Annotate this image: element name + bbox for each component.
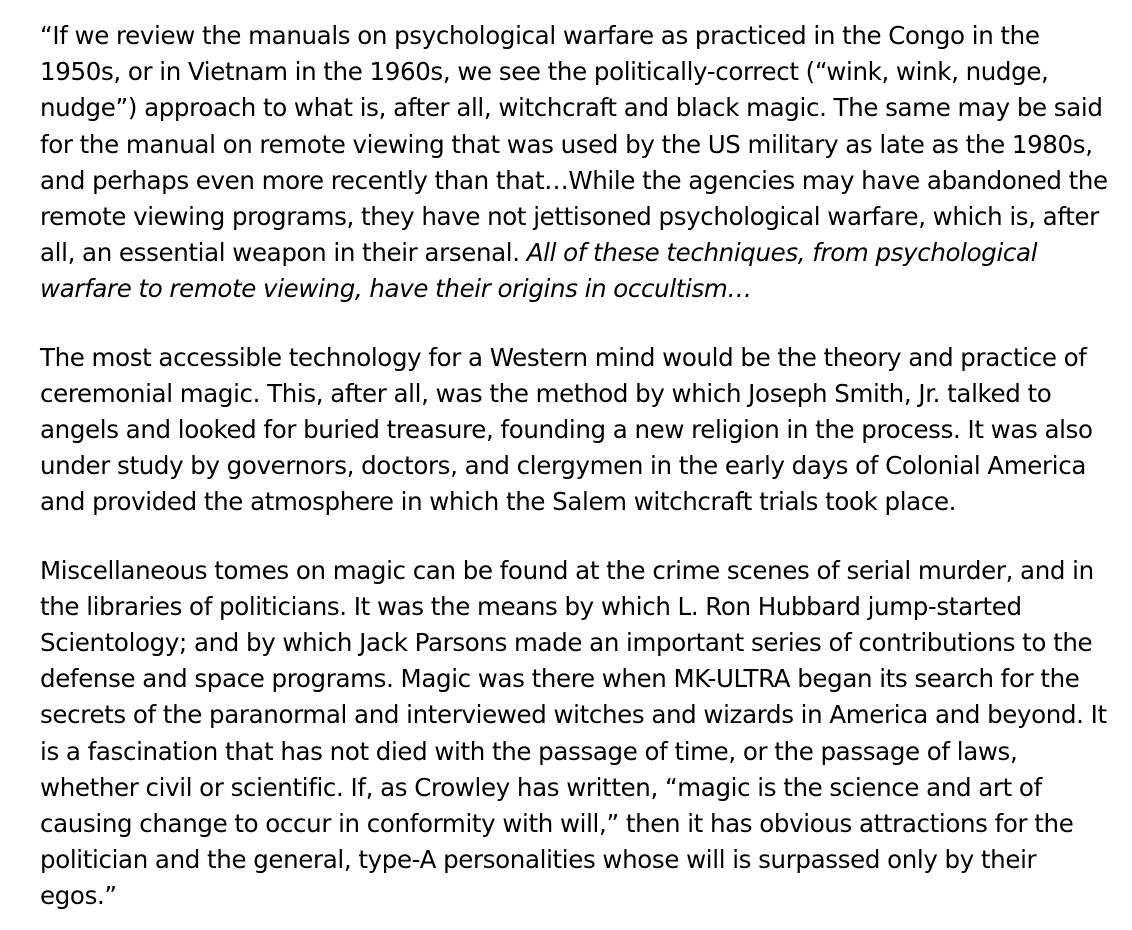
paragraph-1-italic-text: All of these techniques, from psychological warfare to remote viewing, have their origins in occultism… <box>40 238 1038 304</box>
paragraph-3-text: Miscellaneous tomes on magic can be found at the crime scenes of serial murder, and in the libraries of politicians. It was the means by which L. Ron Hubbard jump-started Scientology; and by which Jack Parsons made an important series of contributions to the defense and space programs. Magic was there when MK-ULTRA began its search for the secrets of the paranormal and interviewed witches and wizards in America and beyond. It is a fascination that has not died with the passage of time, or the passage of laws, whether civil or scientific. If, as Crowley has written, “magic is the science and art of causing change to occur in conformity with will,” then it has obvious attractions for the politician and the general, type-A personalities whose will is surpassed only by their egos.” <box>40 555 1107 911</box>
paragraph-2-text: The most accessible technology for a Western mind would be the theory and practice of ceremonial magic. This, after all, was the method by which Joseph Smith, Jr. talked to angels and looked for buried treasure, founding a new religion in the process. It was also under study by governors, doctors, and clergymen in the early days of Colonial America and provided the atmosphere in which the Salem witchcraft trials took place. <box>40 342 1093 517</box>
quote-document <box>40 18 1108 915</box>
paragraph-1-text: “If we review the manuals on psychological warfare as practiced in the Congo in the 1950s, or in Vietnam in the 1960s, we see the politically-correct (“wink, wink, nudge, nudge”) approach to what is, after all, witchcraft and black magic. The same may be said for the manual on remote viewing that was used by the US military as late as the 1980s, and perhaps even more recently than that…While the agencies may have abandoned the remote viewing programs, they have not jettisoned psychological warfare, which is, after all, an essential weapon in their arsenal. <box>40 21 1108 268</box>
paragraph-3 <box>40 553 1108 915</box>
paragraph-2 <box>40 340 1108 521</box>
paragraph-1 <box>40 18 1108 308</box>
